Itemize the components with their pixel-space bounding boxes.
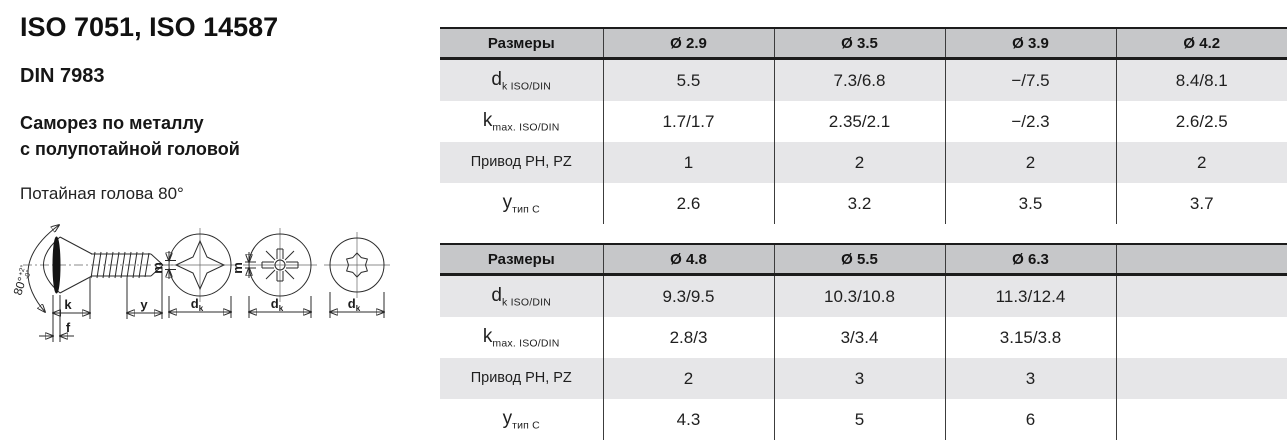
cell: 1.7/1.7 — [603, 101, 774, 142]
table-row — [440, 399, 1287, 440]
cell: 3.15/3.8 — [945, 317, 1116, 358]
cell: 7.3/6.8 — [774, 59, 945, 102]
pz-recess-view — [230, 228, 317, 318]
cell: 3.2 — [774, 183, 945, 224]
technical-drawing — [5, 222, 440, 362]
row-label: $d_{k ISO/DIN}$ — [440, 275, 603, 318]
table-row — [440, 317, 1287, 358]
column-header: Размеры — [440, 244, 603, 275]
cell: 5.5 — [603, 59, 774, 102]
cell: 3.5 — [945, 183, 1116, 224]
table-header-row — [440, 28, 1287, 59]
torx-recess-view — [324, 232, 390, 318]
table-row — [440, 358, 1287, 399]
product-description — [20, 110, 420, 162]
row-label: $k_{max. ISO/DIN}$ — [482, 325, 560, 350]
column-header: Ø 3.9 — [945, 28, 1116, 59]
standard-label: DIN 7983 — [20, 65, 105, 87]
cell — [1116, 275, 1287, 318]
dimension-m-label: m — [150, 262, 165, 274]
cell: 2.35/2.1 — [774, 101, 945, 142]
angle-value: 80° — [10, 275, 30, 297]
cell: 1 — [603, 142, 774, 183]
table-header-row — [440, 244, 1287, 275]
dimension-f-label: f — [65, 320, 71, 335]
column-header: Размеры — [440, 28, 603, 59]
cell: 3 — [774, 358, 945, 399]
dimension-y-label: y — [140, 297, 148, 312]
dimension-dk-label: $d_k$ — [347, 296, 361, 313]
angle-tol-plus: +2° — [17, 264, 28, 277]
cell: 2 — [774, 142, 945, 183]
spec-table-small-diameters — [440, 27, 1287, 224]
head-type-note: Потайная голова 80° — [20, 184, 184, 204]
column-header: Ø 4.8 — [603, 244, 774, 275]
angle-tol-minus: -0° — [23, 269, 34, 281]
ph-recess-view — [150, 228, 237, 318]
column-header: Ø 5.5 — [774, 244, 945, 275]
cell: 3 — [945, 358, 1116, 399]
column-header: Ø 3.5 — [774, 28, 945, 59]
dimension-m-label: m — [230, 262, 245, 274]
row-label: Привод PH, PZ — [440, 358, 603, 399]
cell: 2 — [1116, 142, 1287, 183]
cell: 2 — [945, 142, 1116, 183]
table-row — [440, 101, 1287, 142]
cell — [1116, 399, 1287, 440]
page-title: ISO 7051, ISO 14587 — [20, 12, 279, 42]
angle-dimension-label — [11, 264, 35, 297]
spec-table-large-diameters — [440, 243, 1287, 440]
column-header: Ø 6.3 — [945, 244, 1116, 275]
column-header — [1116, 244, 1287, 275]
cell: 6 — [945, 399, 1116, 440]
cell: 3.7 — [1116, 183, 1287, 224]
row-label: $k_{max. ISO/DIN}$ — [482, 109, 560, 134]
dimension-dk-label: $d_k$ — [190, 296, 204, 313]
cell — [1116, 317, 1287, 358]
cell: 2.6 — [603, 183, 774, 224]
table-row — [440, 275, 1287, 318]
cell: 5 — [774, 399, 945, 440]
cell: 4.3 — [603, 399, 774, 440]
cell: 2.8/3 — [603, 317, 774, 358]
cell: 10.3/10.8 — [774, 275, 945, 318]
info-panel — [20, 12, 420, 204]
table-row — [440, 59, 1287, 102]
cell: 2 — [603, 358, 774, 399]
cell: −/2.3 — [945, 101, 1116, 142]
cell: −/7.5 — [945, 59, 1116, 102]
row-label: Привод PH, PZ — [440, 142, 603, 183]
table-row — [440, 183, 1287, 224]
row-label: $y_{тип C}$ — [502, 191, 540, 216]
cell: 9.3/9.5 — [603, 275, 774, 318]
screw-side-view — [11, 225, 173, 342]
description-line-1: Саморез по металлу — [20, 113, 204, 133]
row-label: $y_{тип C}$ — [502, 407, 540, 432]
cell: 2.6/2.5 — [1116, 101, 1287, 142]
description-line-2: с полупотайной головой — [20, 139, 240, 160]
cell: 11.3/12.4 — [945, 275, 1116, 318]
table-row — [440, 142, 1287, 183]
column-header: Ø 4.2 — [1116, 28, 1287, 59]
cell — [1116, 358, 1287, 399]
svg-text:80°+2°-0° — [11, 264, 35, 297]
row-label: $d_{k ISO/DIN}$ — [440, 59, 603, 102]
cell: 3/3.4 — [774, 317, 945, 358]
column-header: Ø 2.9 — [603, 28, 774, 59]
dimension-k-label: k — [64, 297, 72, 312]
cell: 8.4/8.1 — [1116, 59, 1287, 102]
dimension-dk-label: $d_k$ — [270, 296, 284, 313]
